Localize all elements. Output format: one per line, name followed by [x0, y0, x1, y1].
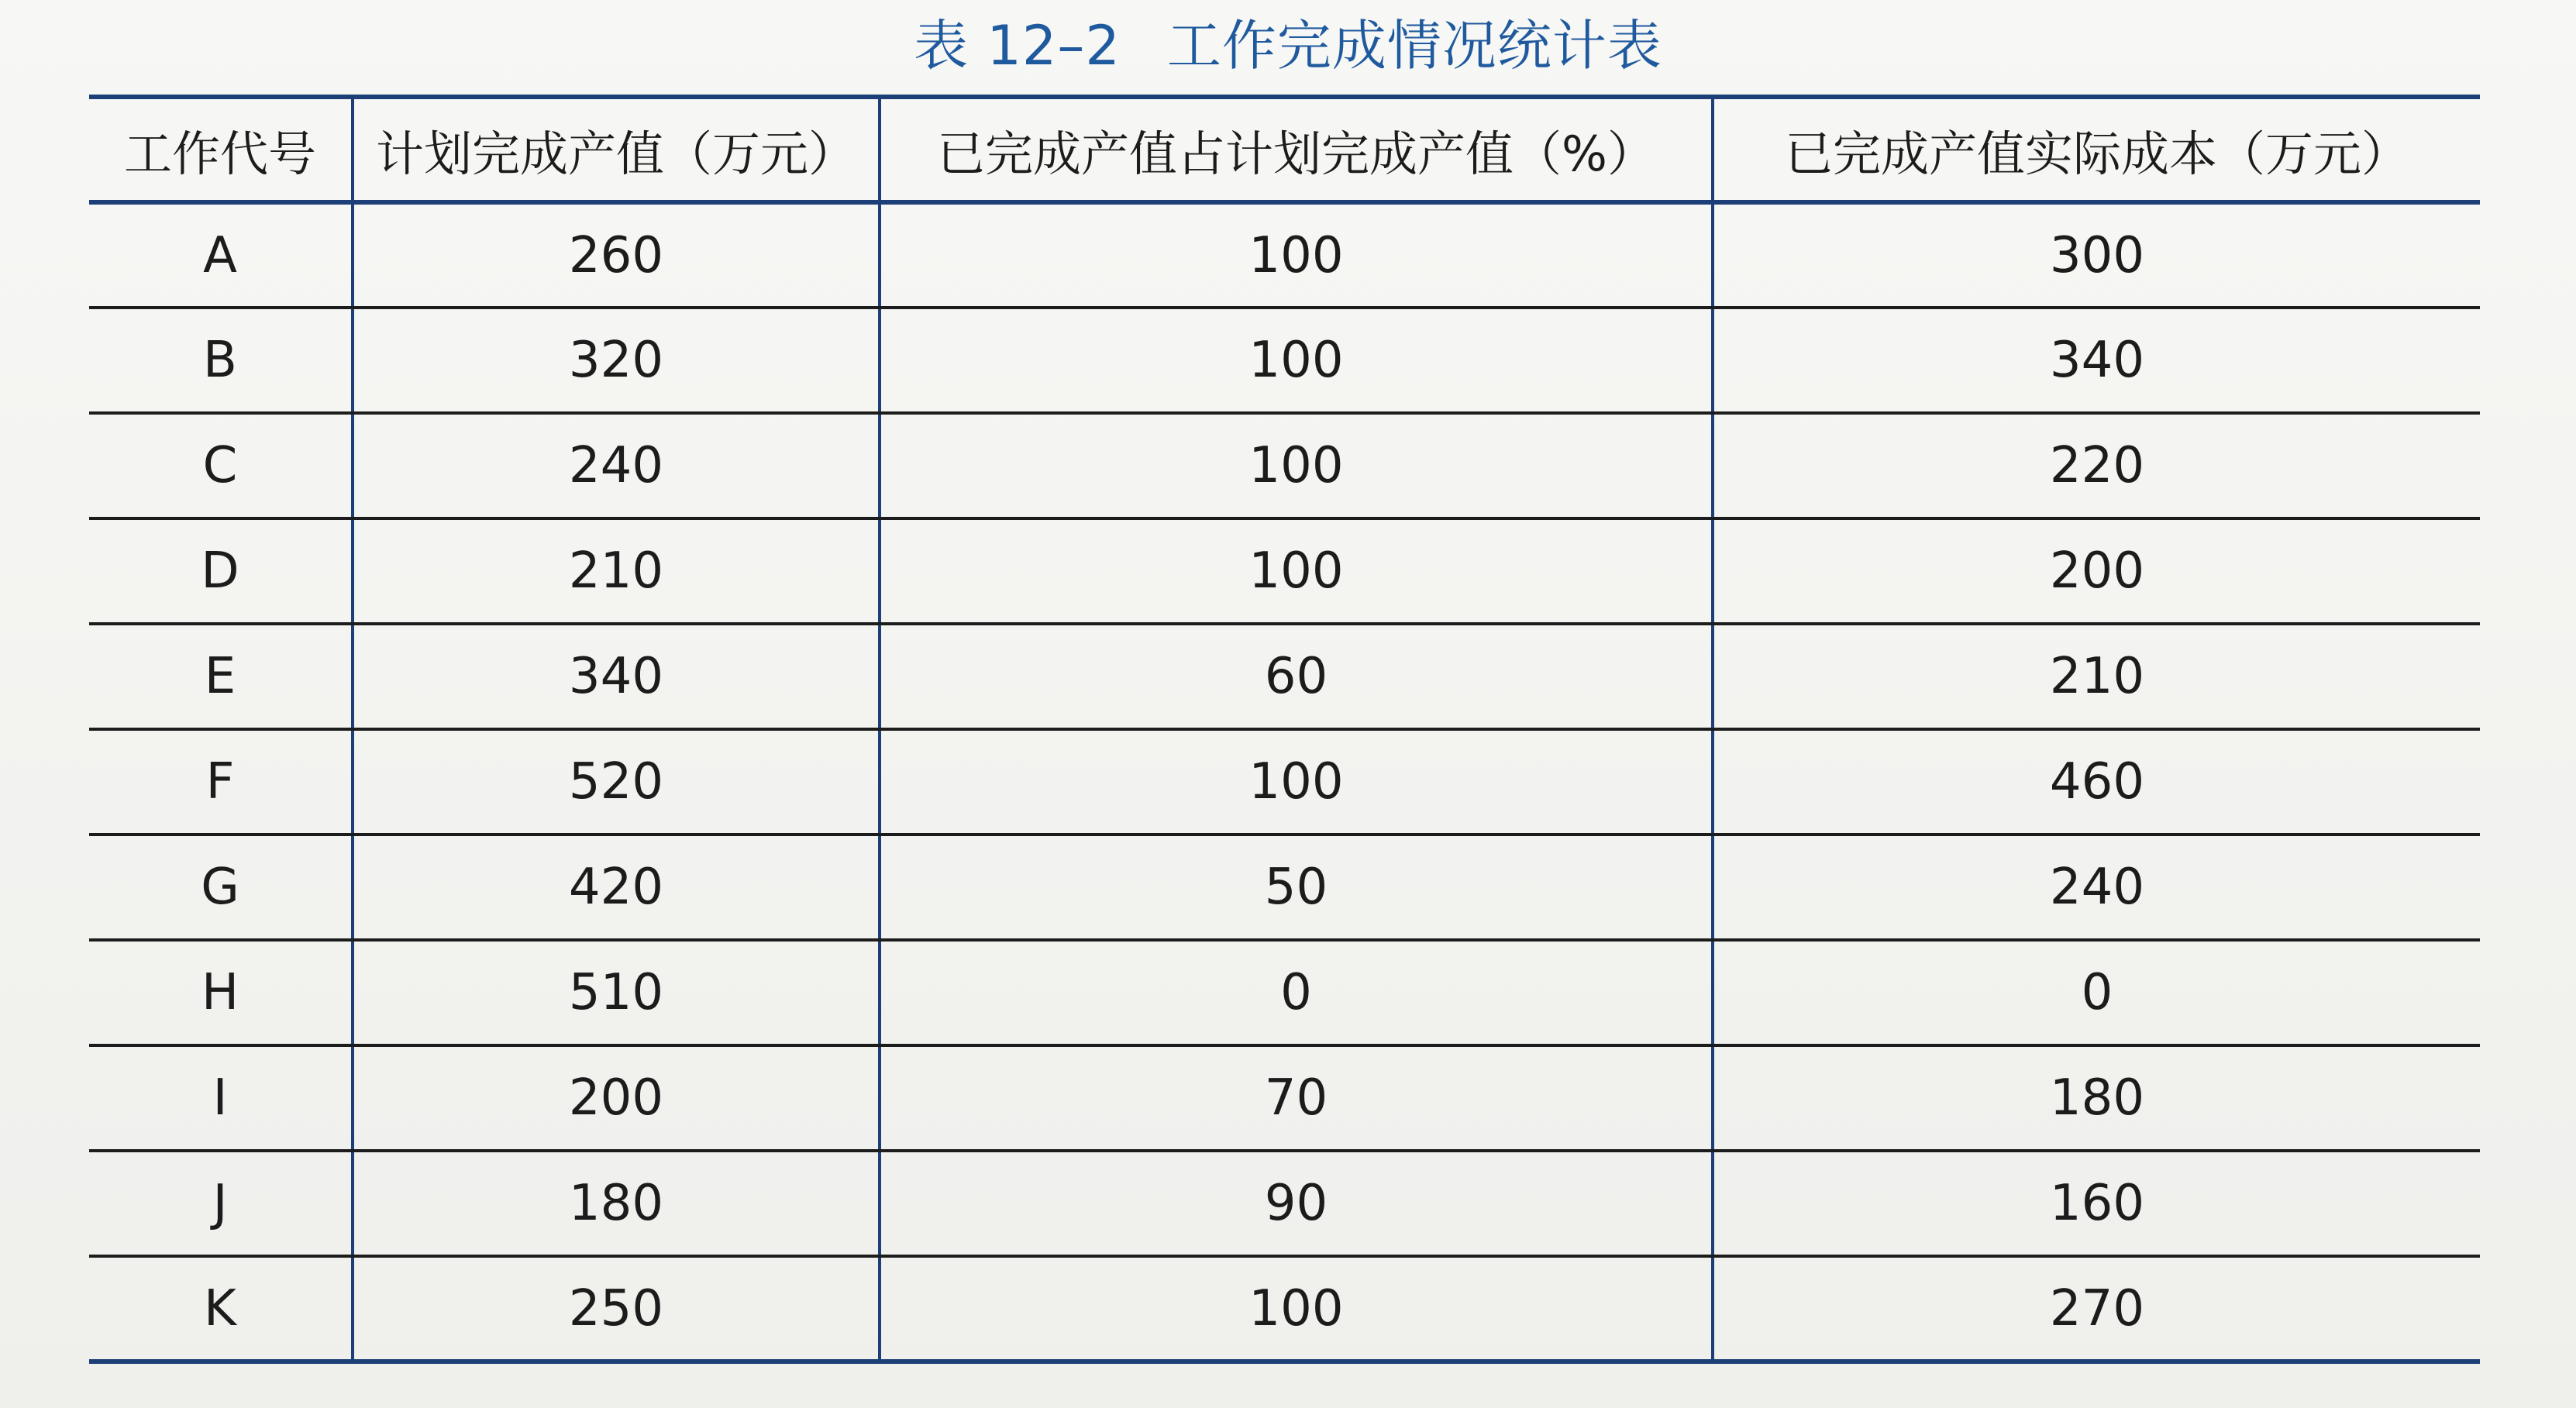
table-row [89, 1151, 2480, 1256]
cell-completion-percent: 70 [880, 1045, 1713, 1151]
cell-actual-cost: 180 [1713, 1045, 2480, 1151]
cell-work-code: B [89, 308, 353, 413]
cell-planned-value: 420 [353, 835, 880, 940]
cell-completion-percent: 100 [880, 518, 1713, 624]
table-row [89, 518, 2480, 624]
work-completion-table [89, 95, 2480, 1364]
cell-actual-cost: 300 [1713, 202, 2480, 308]
cell-planned-value: 260 [353, 202, 880, 308]
cell-completion-percent: 100 [880, 413, 1713, 518]
header-actual-cost: 已完成产值实际成本（万元） [1713, 97, 2480, 202]
cell-work-code: H [89, 940, 353, 1045]
cell-work-code: D [89, 518, 353, 624]
cell-work-code: K [89, 1256, 353, 1362]
cell-work-code: I [89, 1045, 353, 1151]
table-row [89, 624, 2480, 729]
table-row [89, 835, 2480, 940]
cell-actual-cost: 240 [1713, 835, 2480, 940]
cell-work-code: C [89, 413, 353, 518]
cell-completion-percent: 90 [880, 1151, 1713, 1256]
cell-completion-percent: 60 [880, 624, 1713, 729]
cell-actual-cost: 160 [1713, 1151, 2480, 1256]
table-row [89, 1045, 2480, 1151]
table-header-row [89, 97, 2480, 202]
cell-completion-percent: 100 [880, 729, 1713, 835]
cell-planned-value: 320 [353, 308, 880, 413]
table-row [89, 1256, 2480, 1362]
cell-completion-percent: 100 [880, 1256, 1713, 1362]
cell-completion-percent: 100 [880, 202, 1713, 308]
cell-actual-cost: 270 [1713, 1256, 2480, 1362]
cell-completion-percent: 50 [880, 835, 1713, 940]
table-row [89, 940, 2480, 1045]
cell-actual-cost: 340 [1713, 308, 2480, 413]
cell-completion-percent: 0 [880, 940, 1713, 1045]
cell-actual-cost: 200 [1713, 518, 2480, 624]
cell-work-code: J [89, 1151, 353, 1256]
cell-planned-value: 520 [353, 729, 880, 835]
cell-planned-value: 340 [353, 624, 880, 729]
cell-planned-value: 210 [353, 518, 880, 624]
cell-actual-cost: 220 [1713, 413, 2480, 518]
header-planned-value: 计划完成产值（万元） [353, 97, 880, 202]
cell-planned-value: 180 [353, 1151, 880, 1256]
cell-work-code: F [89, 729, 353, 835]
cell-planned-value: 200 [353, 1045, 880, 1151]
table-caption [0, 11, 2576, 81]
table-row [89, 729, 2480, 835]
table-number: 表 12–2 [914, 14, 1121, 77]
cell-planned-value: 250 [353, 1256, 880, 1362]
cell-actual-cost: 0 [1713, 940, 2480, 1045]
table-row [89, 413, 2480, 518]
cell-planned-value: 510 [353, 940, 880, 1045]
table-row [89, 202, 2480, 308]
table-title: 工作完成情况统计表 [1166, 14, 1662, 77]
cell-work-code: G [89, 835, 353, 940]
header-work-code: 工作代号 [89, 97, 353, 202]
cell-actual-cost: 460 [1713, 729, 2480, 835]
header-completion-percent: 已完成产值占计划完成产值（%） [880, 97, 1713, 202]
cell-actual-cost: 210 [1713, 624, 2480, 729]
cell-planned-value: 240 [353, 413, 880, 518]
cell-completion-percent: 100 [880, 308, 1713, 413]
cell-work-code: A [89, 202, 353, 308]
table-row [89, 308, 2480, 413]
cell-work-code: E [89, 624, 353, 729]
